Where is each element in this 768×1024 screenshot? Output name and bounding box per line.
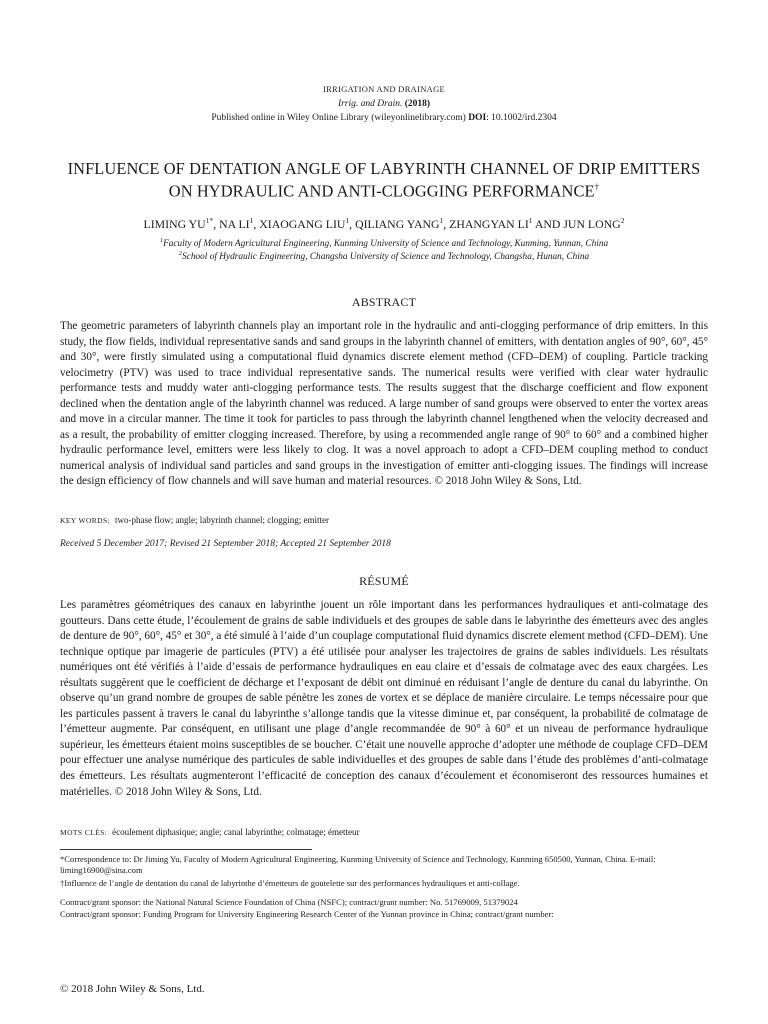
title-line-1: INFLUENCE OF DENTATION ANGLE OF LABYRINTH CHANNEL OF DRIP EMITTERS bbox=[67, 159, 701, 178]
journal-name: IRRIGATION AND DRAINAGE bbox=[322, 84, 446, 94]
mots-cles bbox=[60, 827, 708, 837]
published-prefix: Published online in Wiley Online Library (wileyonlinelibrary.com) bbox=[211, 113, 466, 123]
keywords bbox=[60, 515, 708, 525]
grant-sponsor-2: Contract/grant sponsor: Funding Program for University Engineering Research Center of the Yunnan province in China; contract/grant number: bbox=[60, 909, 554, 919]
abstract-heading: ABSTRACT bbox=[351, 295, 417, 309]
author-sup: 1 bbox=[528, 216, 533, 225]
received-dates: Received 5 December 2017; Revised 21 September 2018; Accepted 21 September 2018 bbox=[60, 539, 391, 549]
resume-heading: RÉSUMÉ bbox=[359, 574, 409, 588]
doi-value[interactable]: : 10.1002/ird.2304 bbox=[486, 113, 557, 123]
author-name: XIAOGANG LIU bbox=[259, 216, 346, 231]
author-sup: 2 bbox=[620, 216, 625, 225]
author-name: LIMING YU bbox=[143, 216, 206, 231]
keywords-value: two-phase flow; angle; labyrinth channel; clogging; emitter bbox=[115, 515, 329, 525]
affiliation-sup: 2 bbox=[178, 250, 183, 257]
citation-journal: Irrig. and Drain. bbox=[337, 99, 403, 109]
keywords-label: KEY WORDS: bbox=[60, 516, 111, 525]
title-dagger: † bbox=[594, 182, 600, 192]
article-title bbox=[60, 160, 708, 200]
grant-sponsor-1: Contract/grant sponsor: the National Natural Science Foundation of China (NSFC); contract/grant number: No. 51769009, 51379024 bbox=[60, 897, 518, 907]
correspondence-note: *Correspondence to: Dr Jiming Yu, Faculty of Modern Agricultural Engineering, Kunming University of Science and Technology, Kunming 650500, Yunnan, China. E-mail: liming16900@sina.com bbox=[60, 854, 656, 876]
author-name: JUN LONG bbox=[563, 216, 621, 231]
article-page bbox=[60, 0, 708, 1024]
title-line-2 bbox=[60, 178, 708, 200]
author-sep: AND bbox=[532, 216, 564, 231]
author-sep: , bbox=[213, 216, 220, 231]
doi-label: DOI bbox=[468, 113, 487, 123]
author-sup: 1 bbox=[439, 216, 444, 225]
title-line-2-text: ON HYDRAULIC AND ANTI-CLOGGING PERFORMANCE bbox=[168, 181, 595, 201]
affiliation-text: School of Hydraulic Engineering, Changsha University of Science and Technology, Changsha, Hunan, China bbox=[182, 252, 590, 263]
author-name: QILIANG YANG bbox=[355, 216, 440, 231]
citation-year: (2018) bbox=[404, 99, 431, 109]
footer-copyright: © 2018 John Wiley & Sons, Ltd. bbox=[60, 983, 205, 995]
author-sup: 1 bbox=[345, 216, 350, 225]
author-sep: , bbox=[253, 216, 260, 231]
author-sep: , bbox=[349, 216, 356, 231]
mots-cles-label: MOTS CLÉS: bbox=[60, 828, 108, 837]
affiliation-1 bbox=[60, 237, 708, 249]
journal-citation bbox=[60, 99, 708, 109]
affiliation-sup: 1 bbox=[159, 237, 164, 244]
affiliation-2 bbox=[60, 250, 708, 262]
dagger-footnote: †Influence de l’angle de dentation du canal de labyrinthe d’émetteurs de goutelette sur des performances hydrauliques et anti-collage. bbox=[60, 878, 520, 888]
resume-body: Les paramètres géométriques des canaux en labyrinthe jouent un rôle important dans les performances hydrauliques et anti-colmatage des goutteurs. Dans cette étude, l’écoulement de grains de sable individuels et des groupes de sable dans le labyrinthe des émetteurs avec des angles de denture de 90°, 60°, 45° et 30°, a été simulé à l’aide d’un couplage computational fluid dynamics discrete element method (CFD–DEM). Une technique optique par imagerie de particules (PTV) a été utilisée pour analyser les trajectoires de grains de sables individuels. Les résultats numériques ont été vérifiés à l’aide d’essais de performance hydrauliques en eau claire et d’essais de colmatage avec des eaux chargées. Les résultats suggèrent que le coefficient de décharge et l’exposant de débit ont diminué en réduisant l’angle de denture du canal du labyrinthe. On observe qu’un grand nombre de groupes de sable pénètre les zones de vortex et se déplace de manière circulaire. Le temps nécessaire pour que les particules passent à travers le canal du labyrinthe s’allonge tandis que la vitesse diminue et, par conséquent, la probabilité de colmatage de l’émetteur augmente. Par conséquent, en utilisant une plage d’angle recommandée de 90° à 60° et un niveau de performance hydraulique supérieur, les émetteurs étaient moins susceptibles de se boucher. C’était une nouvelle approche d’adopter une méthode de couplage CFD–DEM pour effectuer une analyse numérique des particules de sable individuelles et des groupes de sable dans l’étude des problèmes d’anti-colmatage des émetteurs. Les résultats augmenteront l’efficacité de conception des canaux d’écoulement et économiseront des ressources humaines et matérielles. © 2018 John Wiley & Sons, Ltd. bbox=[60, 599, 708, 798]
author-sup: 1* bbox=[205, 216, 214, 225]
author-sep: , bbox=[443, 216, 450, 231]
author-list bbox=[60, 216, 708, 232]
published-line bbox=[60, 113, 708, 123]
affiliation-text: Faculty of Modern Agricultural Engineering, Kunming University of Science and Technology, Kunming, Yunnan, China bbox=[163, 239, 609, 250]
abstract-body: The geometric parameters of labyrinth channels play an important role in the hydraulic and anti-clogging performance of drip emitters. In this study, the flow fields, individual representative sands and sand groups in the labyrinth channel of emitters, with dentation angles of 90°, 60°, 45° and 30°, were firstly simulated using a computational fluid dynamics discrete element method (CFD–DEM) of coupling. Particle tracking velocimetry (PTV) was used to trace individual representative sands. The numerical results were verified with clear water hydraulic performance tests and muddy water anti-clogging performance tests. The results suggest that the discharge coefficient and flow exponent declined when the dentation angle of the labyrinth channel was reduced. A large number of sand groups were observed to enter the vortex areas and move in a circular manner. The time it took for particles to pass through the labyrinth channel lengthened when the velocity decreased and as a result, the probability of emitter clogging increased. Therefore, by using a recommended angle range of 90° to 60° and a combined higher hydraulic performance level, emitters were less likely to clog. It was a novel approach to adopt a CFD–DEM coupling method to conduct numerical analysis of individual sand particles and sand groups in the investigation of emitter anti-clogging issues. The findings will increase the design efficiency of flow channels and will save human and material resources. © 2018 John Wiley & Sons, Ltd. bbox=[60, 320, 708, 488]
author-sup: 1 bbox=[249, 216, 254, 225]
mots-cles-value: écoulement diphasique; angle; canal labyrinthe; colmatage; émetteur bbox=[112, 827, 360, 837]
author-name: ZHANGYAN LI bbox=[449, 216, 529, 231]
footnote-divider bbox=[60, 849, 312, 850]
author-name: NA LI bbox=[219, 216, 250, 231]
